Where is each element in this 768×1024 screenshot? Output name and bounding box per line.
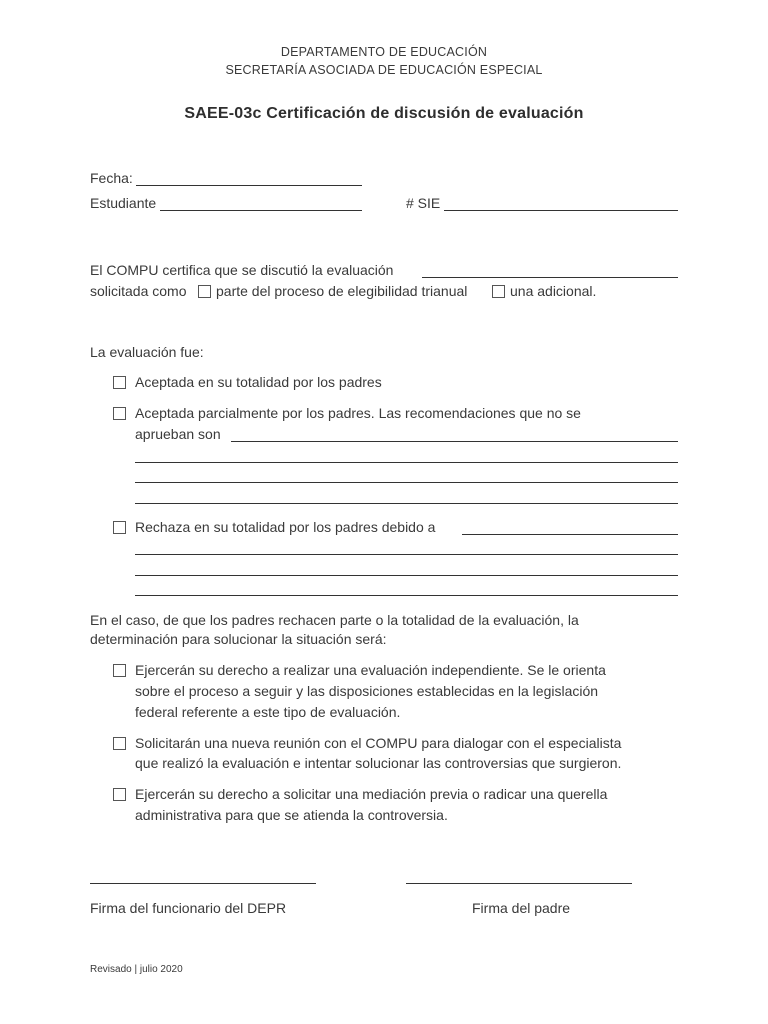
sie-field[interactable] bbox=[444, 210, 678, 211]
rejection-reasons-line[interactable] bbox=[462, 534, 678, 535]
evaluation-intro: La evaluación fue: bbox=[90, 344, 204, 360]
evaluation-name-field[interactable] bbox=[422, 277, 678, 278]
accepted-fully-checkbox[interactable] bbox=[113, 376, 126, 389]
partial-reasons-line[interactable] bbox=[135, 503, 678, 504]
resolution-intro-cont: determinación para solucionar la situación será: bbox=[90, 631, 387, 647]
revision-note: Revisado | julio 2020 bbox=[90, 964, 183, 975]
parent-signature-line[interactable] bbox=[406, 883, 632, 884]
rejection-reasons-line[interactable] bbox=[135, 554, 678, 555]
accepted-partially-label: Aceptada parcialmente por los padres. Las recomendaciones que no se bbox=[135, 405, 581, 421]
mediation-text: administrativa para que se atienda la controversia. bbox=[135, 807, 448, 823]
rejected-checkbox[interactable] bbox=[113, 521, 126, 534]
additional-label: una adicional. bbox=[510, 283, 597, 299]
new-meeting-text: Solicitarán una nueva reunión con el COMPU para dialogar con el especialista bbox=[135, 735, 622, 751]
independent-evaluation-text: Ejercerán su derecho a realizar una evaluación independiente. Se le orienta bbox=[135, 662, 606, 678]
sie-label: # SIE bbox=[406, 195, 441, 211]
independent-evaluation-checkbox[interactable] bbox=[113, 664, 126, 677]
resolution-intro: En el caso, de que los padres rechacen parte o la totalidad de la evaluación, la bbox=[90, 612, 579, 628]
estudiante-field[interactable] bbox=[160, 210, 362, 211]
independent-evaluation-text: federal referente a este tipo de evaluación. bbox=[135, 704, 401, 720]
partial-reasons-line[interactable] bbox=[231, 441, 678, 442]
accepted-partially-label-cont: aprueban son bbox=[135, 426, 221, 442]
secretariat-heading: SECRETARÍA ASOCIADA DE EDUCACIÓN ESPECIAL bbox=[225, 63, 543, 77]
department-heading: DEPARTAMENTO DE EDUCACIÓN bbox=[280, 45, 488, 59]
rejection-reasons-line[interactable] bbox=[135, 595, 678, 596]
official-signature-label: Firma del funcionario del DEPR bbox=[90, 900, 287, 916]
certification-requested-label: solicitada como bbox=[90, 283, 187, 299]
rejected-label: Rechaza en su totalidad por los padres debido a bbox=[135, 519, 436, 535]
independent-evaluation-text: sobre el proceso a seguir y las disposiciones establecidas en la legislación bbox=[135, 683, 599, 699]
parent-signature-label: Firma del padre bbox=[472, 900, 571, 916]
mediation-checkbox[interactable] bbox=[113, 788, 126, 801]
partial-reasons-line[interactable] bbox=[135, 482, 678, 483]
partial-reasons-line[interactable] bbox=[135, 462, 678, 463]
certification-text: El COMPU certifica que se discutió la evaluación bbox=[90, 262, 394, 278]
accepted-fully-label: Aceptada en su totalidad por los padres bbox=[135, 374, 382, 390]
additional-checkbox[interactable] bbox=[492, 285, 505, 298]
triennial-checkbox[interactable] bbox=[198, 285, 211, 298]
accepted-partially-checkbox[interactable] bbox=[113, 407, 126, 420]
fecha-field[interactable] bbox=[136, 185, 362, 186]
new-meeting-checkbox[interactable] bbox=[113, 737, 126, 750]
official-signature-line[interactable] bbox=[90, 883, 316, 884]
new-meeting-text: que realizó la evaluación e intentar solucionar las controversias que surgieron. bbox=[135, 755, 622, 771]
rejection-reasons-line[interactable] bbox=[135, 575, 678, 576]
estudiante-label: Estudiante bbox=[90, 195, 157, 211]
form-title: SAEE-03c Certificación de discusión de evaluación bbox=[184, 105, 584, 122]
mediation-text: Ejercerán su derecho a solicitar una mediación previa o radicar una querella bbox=[135, 786, 608, 802]
fecha-label: Fecha: bbox=[90, 170, 133, 186]
triennial-label: parte del proceso de elegibilidad trianual bbox=[216, 283, 468, 299]
